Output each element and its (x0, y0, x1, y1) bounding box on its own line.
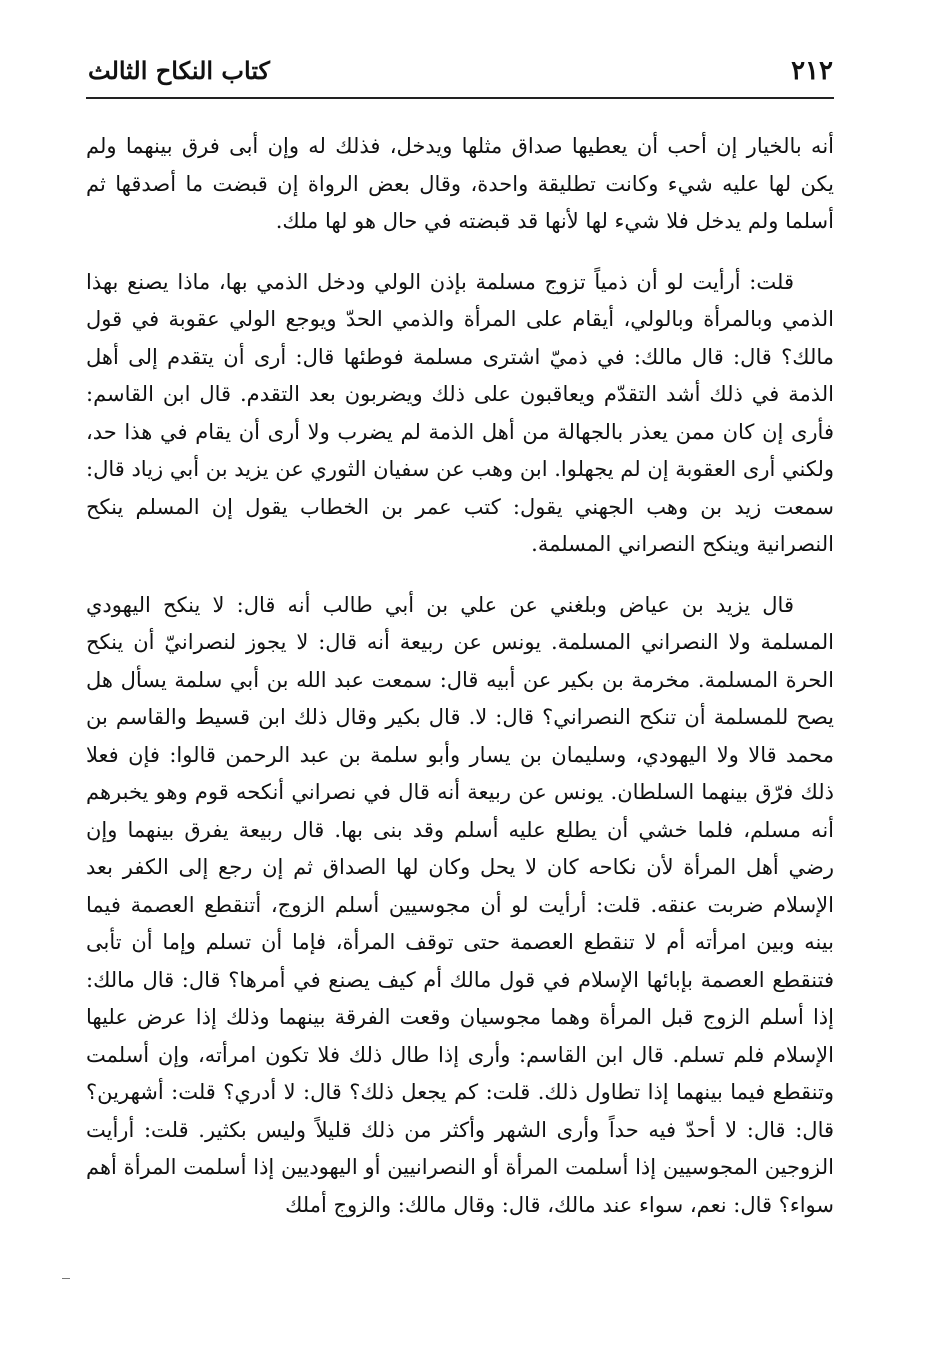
margin-mark (62, 1278, 70, 1279)
paragraph-3: قال يزيد بن عياض وبلغني عن علي بن أبي طالب أنه قال: لا ينكح اليهودي المسلمة ولا النصراني المسلمة. يونس عن ربيعة أنه قال: لا يجوز لنصرانيّ أن ينكح الحرة المسلمة. مخرمة بن بكير عن أبيه قال: سمعت عبد الله بن أبي سلمة يسأل هل يصح للمسلمة أن تنكح النصراني؟ قال: لا. قال بكير وقال ذلك ابن قسيط والقاسم بن محمد قالا ولا اليهودي، وسليمان بن يسار وأبو سلمة بن عبد الرحمن قالوا: فإن فعلا ذلك فرّق بينهما السلطان. يونس عن ربيعة أنه قال في نصراني أنكحه قوم وهو يخبرهم أنه مسلم، فلما خشي أن يطلع عليه أسلم وقد بنى بها. قال ربيعة يفرق بينهما وإن رضي أهل المرأة لأن نكاحه كان لا يحل وكان لها الصداق ثم إن رجع إلى الكفر بعد الإسلام ضربت عنقه. قلت: أرأيت لو أن مجوسيين أسلم الزوج، أتنقطع العصمة فيما بينه وبين امرأته أم لا تنقطع العصمة حتى توقف المرأة، فإما أن تسلم وإما أن تأبى فتنقطع العصمة بإبائها الإسلام في قول مالك أم كيف يصنع في أمرها؟ قال: قال مالك: إذا أسلم الزوج قبل المرأة وهما مجوسيان وقعت الفرقة بينهما وذلك إذا عرض عليها الإسلام فلم تسلم. قال ابن القاسم: وأرى إذا طال ذلك فلا تكون امرأته، وإن أسلمت وتنقطع فيما بينهما إذا تطاول ذلك. قلت: كم يجعل ذلك؟ قال: لا أدري؟ قلت: أشهرين؟ قال: قال: لا أحدّ فيه حداً وأرى الشهر وأكثر من ذلك قليلاً وليس بكثير. قلت: أرأيت الزوجين المجوسيين إذا أسلمت المرأة أو النصرانيين أو اليهوديين إذا أسلمت المرأة أهم سواء؟ قال: نعم، سواء عند مالك، قال: وقال مالك: والزوج أملك (86, 592, 834, 1217)
body-text (86, 128, 834, 1224)
paragraph-1: أنه بالخيار إن أحب أن يعطيها صداق مثلها ويدخل، فذلك له وإن أبى فرق بينهما ولم يكن لها عليه شيء وكانت تطليقة واحدة، وقال بعض الرواة إن قبضت ما أصدقها ثم أسلما ولم يدخل فلا شيء لها لأنها قد قبضته في حال هو لها ملك. (86, 134, 834, 233)
page-header (88, 52, 833, 92)
paragraph-2: قلت: أرأيت لو أن ذمياً تزوج مسلمة بإذن الولي ودخل الذمي بها، ماذا يصنع بهذا الذمي وبالمرأة وبالولي، أيقام على المرأة والذمي الحدّ ويوجع الولي عقوبة في قول مالك؟ قال: قال مالك: في ذميّ اشترى مسلمة فوطئها قال: أرى أن يتقدم إلى أهل الذمة في ذلك أشد التقدّم ويعاقبون على ذلك ويضربون بعد التقدم. قال ابن القاسم: فأرى إن كان ممن يعذر بالجهالة من أهل الذمة لم يضرب ولا أرى أن يقام في هذا حد، ولكني أرى العقوبة إن لم يجهلوا. ابن وهب عن سفيان الثوري عن يزيد بن أبي زياد قال: سمعت زيد بن وهب الجهني يقول: كتب عمر بن الخطاب يقول إن المسلم ينكح النصرانية وينكح النصراني المسلمة. (86, 269, 834, 556)
header-rule (86, 97, 834, 99)
page-number: ٢١٢ (791, 56, 833, 86)
running-head: كتاب النكاح الثالث (88, 56, 270, 85)
